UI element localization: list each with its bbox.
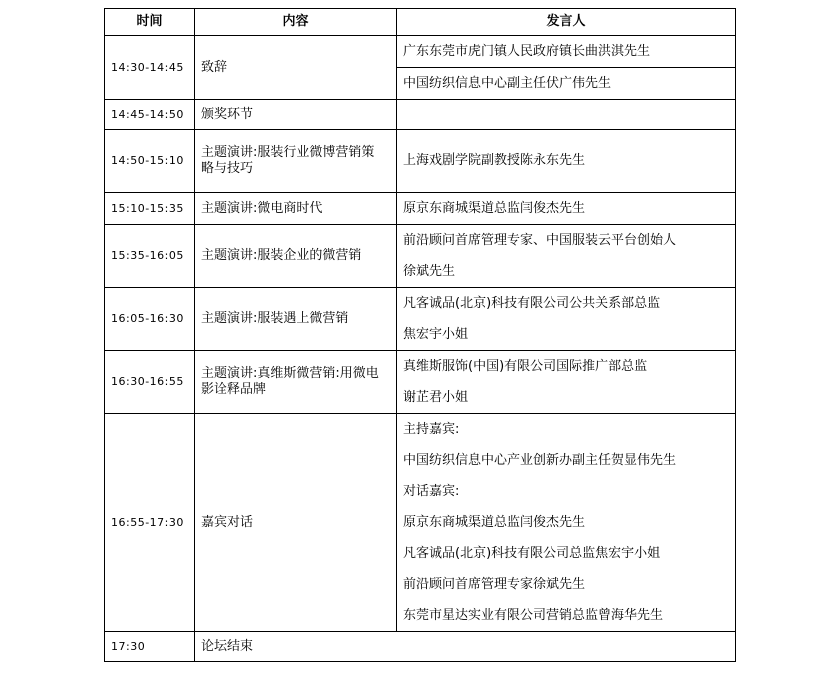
header-content: 内容 — [195, 9, 397, 36]
header-row — [105, 9, 736, 36]
speaker-cell: 原京东商城渠道总监闫俊杰先生 — [397, 193, 736, 225]
speaker-cell: 主持嘉宾: — [397, 414, 736, 446]
content-cell — [195, 351, 397, 414]
content-cell — [195, 36, 397, 100]
table-row — [105, 351, 736, 383]
time-cell: 14:50-15:10 — [105, 130, 195, 193]
content-line: 致辞 — [201, 59, 228, 75]
table-row — [105, 632, 736, 662]
speaker-cell: 中国纺织信息中心副主任伏广伟先生 — [397, 68, 736, 100]
speaker-cell: 焦宏宇小姐 — [397, 319, 736, 351]
speaker-cell: 凡客诚品(北京)科技有限公司公共关系部总监 — [397, 288, 736, 320]
content-line: 主题演讲:服装行业微博营销策 — [201, 145, 375, 160]
speaker-cell: 东莞市星达实业有限公司营销总监曾海华先生 — [397, 600, 736, 632]
content-cell — [195, 414, 397, 632]
time-cell: 15:10-15:35 — [105, 193, 195, 225]
content-line: 主题演讲:微电商时代 — [201, 200, 323, 216]
content-line: 颁奖环节 — [201, 106, 254, 122]
content-cell — [195, 225, 397, 288]
speaker-cell: 真维斯服饰(中国)有限公司国际推广部总监 — [397, 351, 736, 383]
content-cell — [195, 193, 397, 225]
content-line: 嘉宾对话 — [201, 514, 254, 530]
time-cell: 14:45-14:50 — [105, 100, 195, 130]
content-line: 主题演讲:真维斯微营销:用微电 — [201, 366, 379, 381]
time-cell: 16:05-16:30 — [105, 288, 195, 351]
speaker-cell: 谢芷君小姐 — [397, 382, 736, 414]
time-cell: 16:55-17:30 — [105, 414, 195, 632]
table-row — [105, 414, 736, 446]
content-cell — [195, 100, 397, 130]
speaker-cell: 原京东商城渠道总监闫俊杰先生 — [397, 507, 736, 538]
content-cell — [195, 130, 397, 193]
content-line: 主题演讲:服装遇上微营销 — [201, 311, 349, 326]
speaker-cell: 广东东莞市虎门镇人民政府镇长曲洪淇先生 — [397, 36, 736, 68]
table-row — [105, 225, 736, 257]
content-line: 影诠释品牌 — [201, 382, 267, 397]
content-line: 主题演讲:服装企业的微营销 — [201, 248, 362, 263]
time-cell: 14:30-14:45 — [105, 36, 195, 100]
speaker-cell: 前沿顾问首席管理专家、中国服装云平台创始人 — [397, 225, 736, 257]
speaker-cell: 上海戏剧学院副教授陈永东先生 — [397, 130, 736, 193]
table-row — [105, 130, 736, 193]
speaker-cell: 前沿顾问首席管理专家徐斌先生 — [397, 569, 736, 600]
table-row — [105, 100, 736, 130]
header-time: 时间 — [105, 9, 195, 36]
speaker-cell: 中国纺织信息中心产业创新办副主任贺显伟先生 — [397, 445, 736, 476]
speaker-cell: 对话嘉宾: — [397, 476, 736, 507]
header-speaker: 发言人 — [397, 9, 736, 36]
speaker-cell: 徐斌先生 — [397, 256, 736, 288]
table-row — [105, 193, 736, 225]
speaker-cell — [397, 100, 736, 130]
table-row — [105, 36, 736, 68]
table-row — [105, 288, 736, 320]
content-cell — [195, 288, 397, 351]
schedule-table — [104, 8, 736, 662]
time-cell: 17:30 — [105, 632, 195, 662]
content-line: 论坛结束 — [201, 638, 254, 654]
content-cell — [195, 632, 736, 662]
content-line: 略与技巧 — [201, 161, 254, 176]
speaker-cell: 凡客诚品(北京)科技有限公司总监焦宏宇小姐 — [397, 538, 736, 569]
time-cell: 16:30-16:55 — [105, 351, 195, 414]
time-cell: 15:35-16:05 — [105, 225, 195, 288]
